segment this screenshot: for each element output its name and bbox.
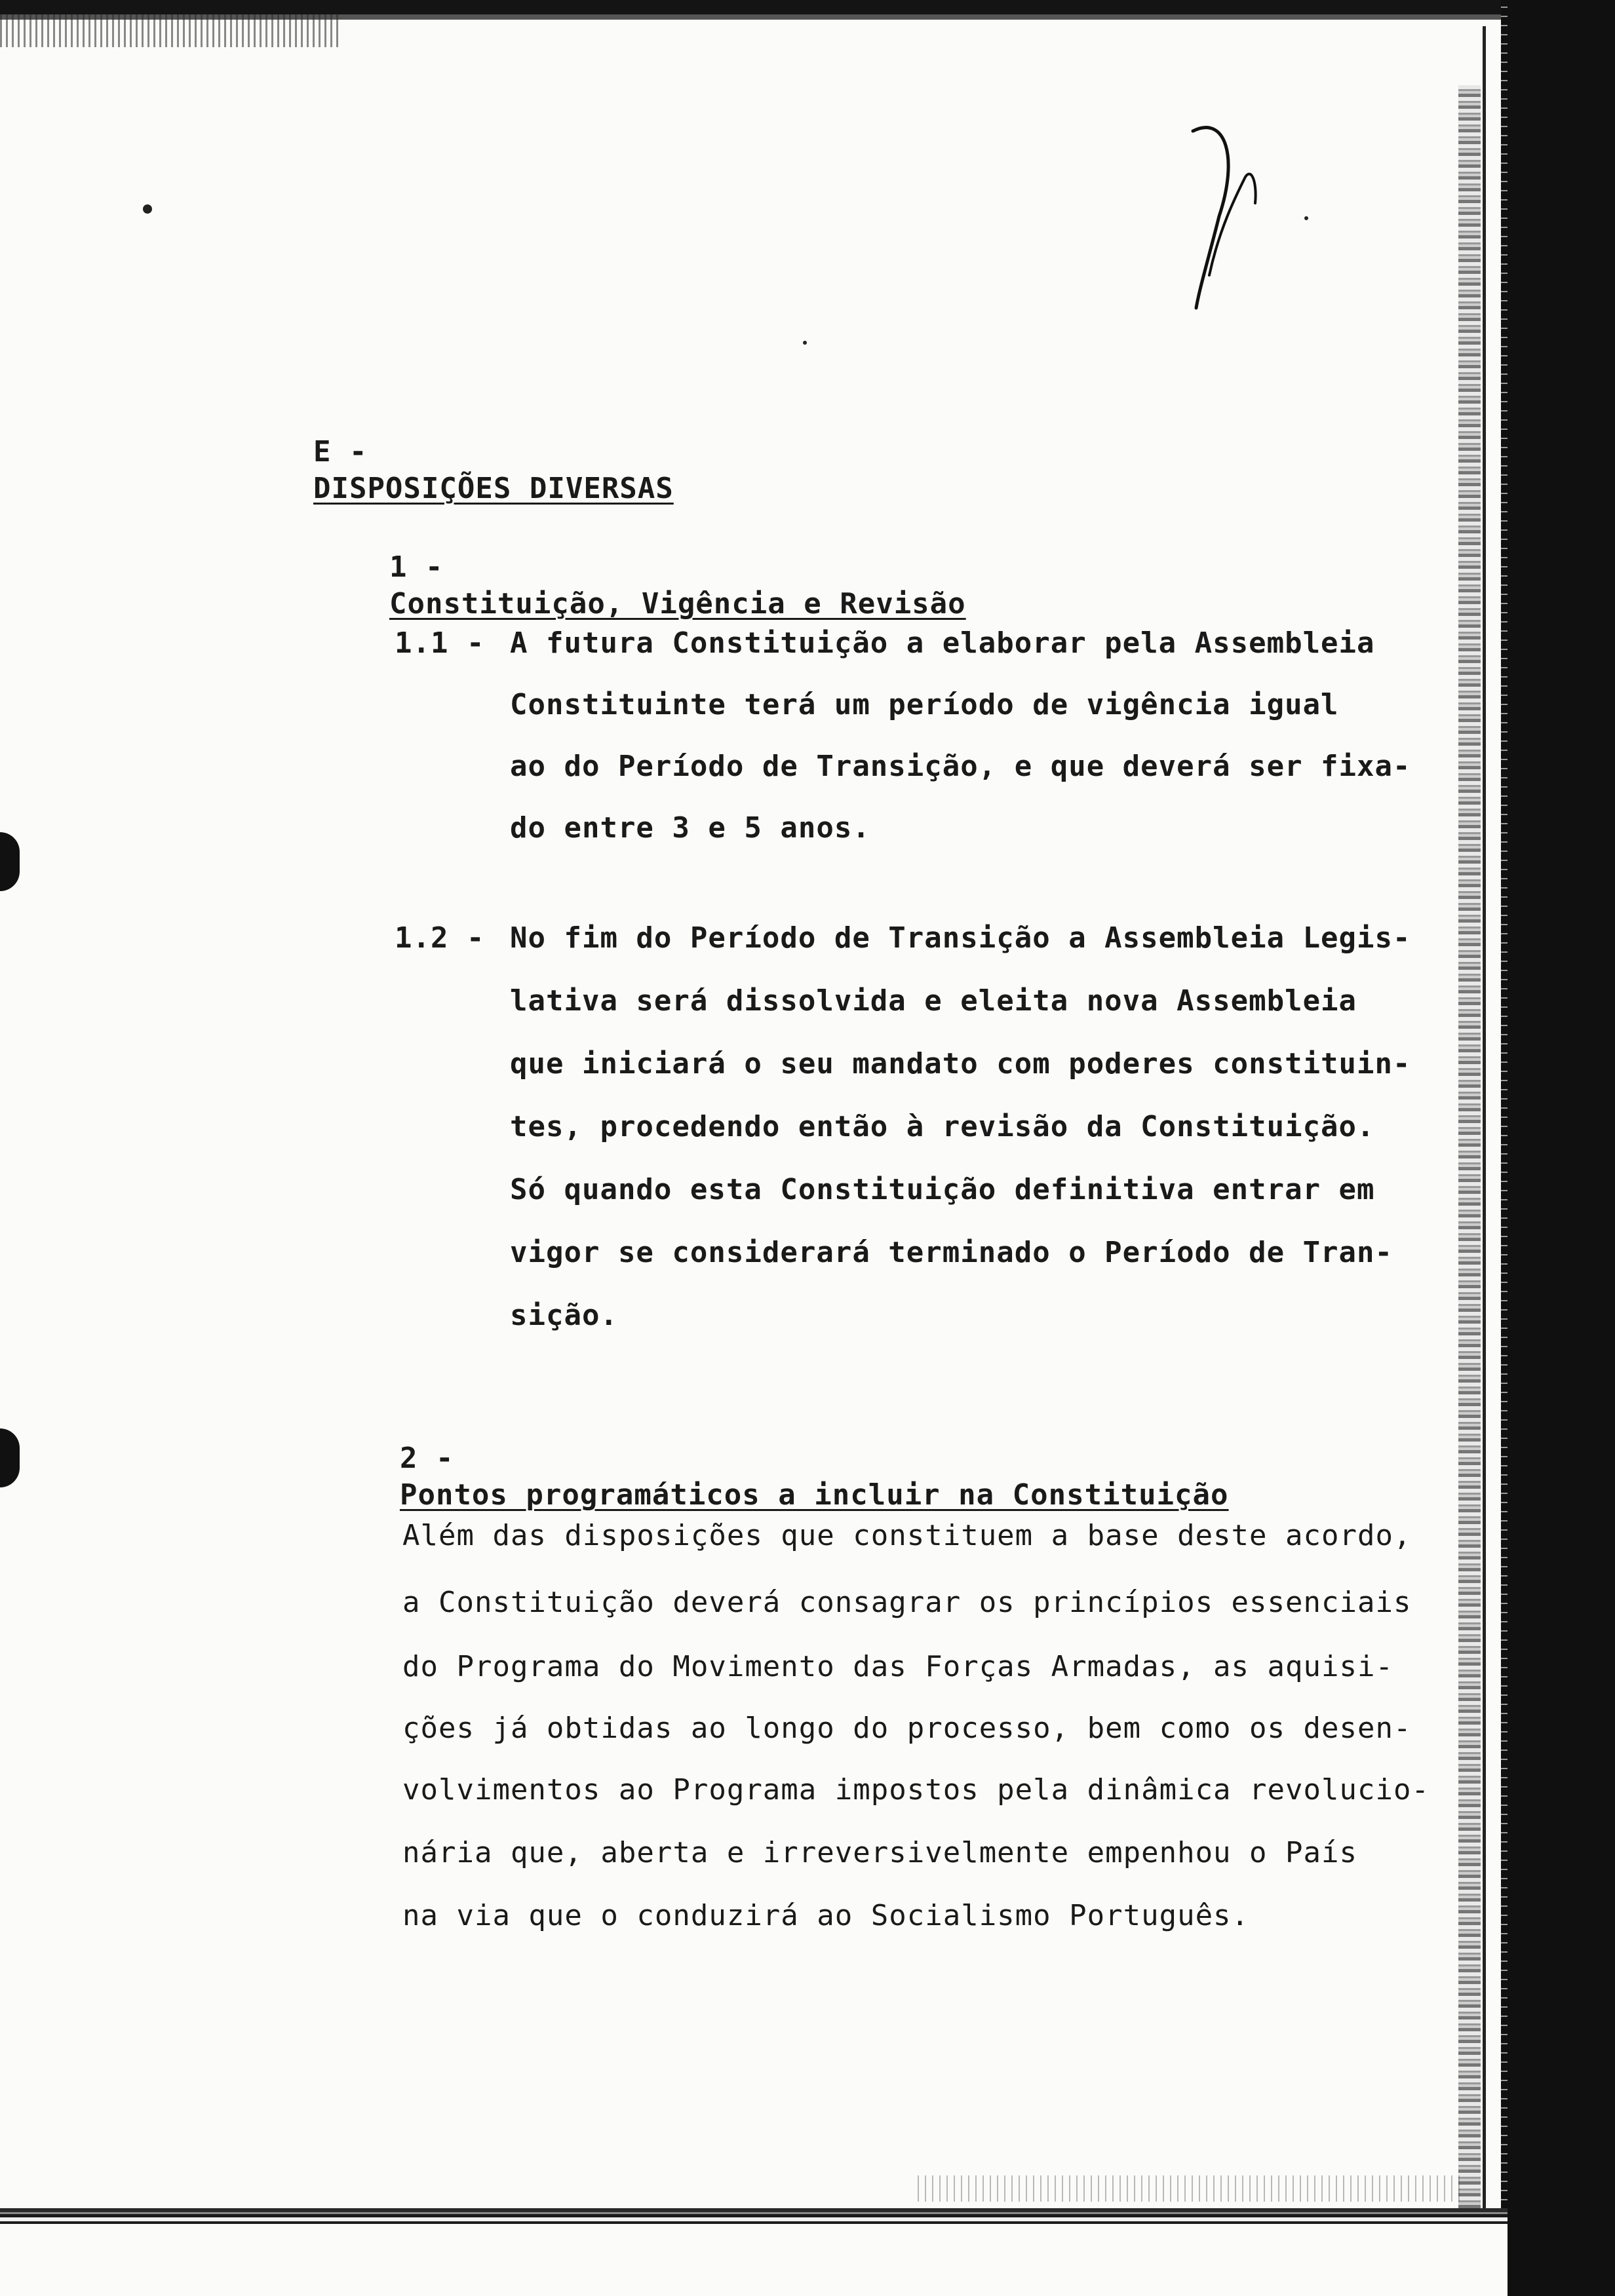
paragraph-2-line: na via que o conduzirá ao Socialismo Português. — [402, 1899, 1250, 1932]
ink-speck — [1304, 216, 1308, 220]
scan-edge-line-right — [1483, 26, 1486, 2208]
ink-speck — [803, 341, 807, 345]
paragraph-2-line: a Constituição deverá consagrar os princípios essenciais — [402, 1586, 1412, 1619]
scan-edge-band-right — [1458, 85, 1481, 2208]
subitem-1-1-line: Constituinte terá um período de vigência igual — [510, 688, 1339, 721]
paragraph-2-line: volvimentos ao Programa impostos pela dinâmica revolucio- — [402, 1773, 1430, 1807]
handwritten-initials — [1180, 118, 1298, 328]
subitem-1-2-line: No fim do Período de Transição a Assembleia Legis- — [510, 921, 1411, 955]
item-1-title: Constituição, Vigência e Revisão — [389, 587, 966, 621]
section-letter: E - — [313, 435, 368, 469]
scan-noise-bottom — [918, 2175, 1462, 2202]
subitem-1-2-line: tes, procedendo então à revisão da Constituição. — [510, 1110, 1375, 1143]
item-2-title: Pontos programáticos a incluir na Constituição — [399, 1478, 1229, 1512]
scan-edge-bottom — [0, 2208, 1508, 2296]
subitem-1-2-line: que iniciará o seu mandato com poderes constituin- — [510, 1047, 1411, 1081]
subitem-1-2-line: Só quando esta Constituição definitiva entrar em — [510, 1173, 1375, 1206]
subitem-1-2-line: lativa será dissolvida e eleita nova Assembleia — [510, 984, 1357, 1018]
subitem-1-2-line: sição. — [510, 1299, 618, 1332]
subitem-1-2-number: 1.2 - — [395, 921, 485, 955]
subitem-1-1-number: 1.1 - — [395, 626, 485, 660]
ink-speck — [143, 204, 152, 214]
subitem-1-1-line: do entre 3 e 5 anos. — [510, 811, 870, 845]
paragraph-2-line: do Programa do Movimento das Forças Armadas, as aquisi- — [402, 1650, 1393, 1683]
item-2-number: 2 - — [399, 1442, 454, 1475]
paragraph-2-line: nária que, aberta e irreversivelmente empenhou o País — [402, 1836, 1357, 1869]
subitem-1-1-line: A futura Constituição a elaborar pela Assembleia — [510, 626, 1375, 660]
punch-hole-mark-lower — [0, 1428, 20, 1487]
paragraph-2-line: Além das disposições que constituem a base deste acordo, — [402, 1519, 1412, 1552]
paragraph-2-line: ções já obtidas ao longo do processo, bem como os desen- — [402, 1712, 1412, 1745]
subitem-1-2-line: vigor se considerará terminado o Período de Tran- — [510, 1236, 1393, 1269]
scan-noise-top — [0, 14, 341, 47]
scan-edge-dark-right — [1508, 0, 1615, 2296]
item-1-number: 1 - — [389, 550, 444, 584]
section-title: DISPOSIÇÕES DIVERSAS — [313, 472, 674, 505]
subitem-1-1-line: ao do Período de Transição, e que deverá ser fixa- — [510, 750, 1411, 783]
punch-hole-mark-upper — [0, 832, 20, 891]
